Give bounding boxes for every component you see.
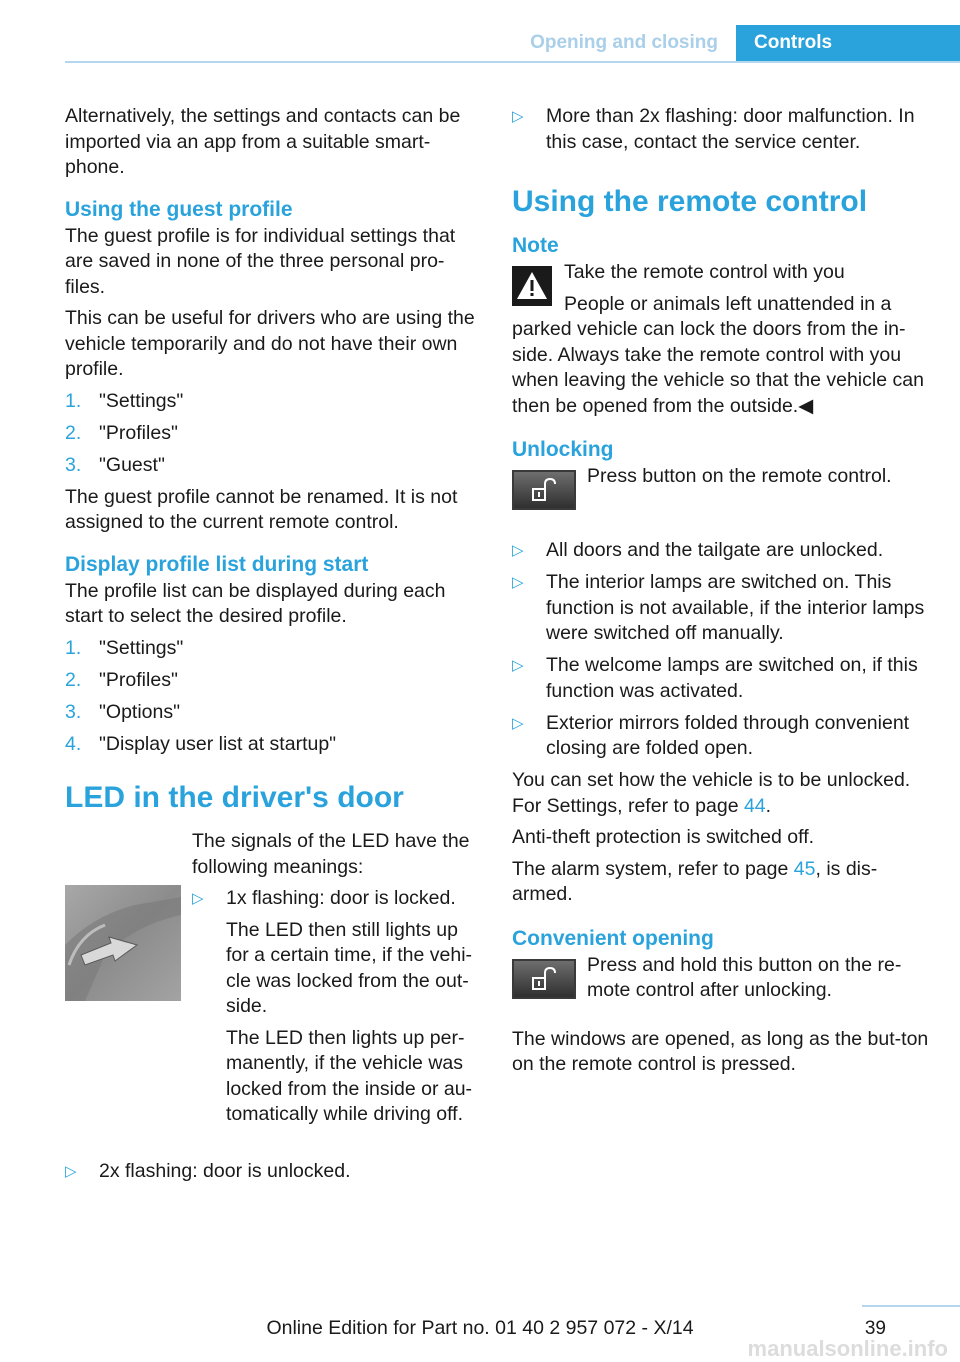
- convenient-paragraph-1: The windows are opened, as long as the but‐ton on the remote control is pressed.: [512, 1027, 929, 1075]
- footer-rule: [862, 1305, 960, 1307]
- intro-paragraph: Alternatively, the settings and contacts can be imported via an app from a suitable smart‐phone.: [65, 105, 461, 178]
- unlock-button-row: [512, 464, 932, 528]
- bullet-subtext: The LED then still lights up for a certain time, if the vehi‐cle was locked from the out‐side.: [226, 918, 473, 1017]
- step-number: 2.: [65, 668, 82, 691]
- unlock-button-text: Press button on the remote control.: [587, 465, 892, 487]
- convenient-button-text: Press and hold this button on the re‐mote control after unlocking.: [587, 953, 902, 1001]
- guest-paragraph-3: The guest profile cannot be renamed. It is not assigned to the current remote control.: [65, 485, 458, 533]
- led-text: [192, 829, 475, 1128]
- guest-paragraph-2: This can be useful for drivers who are using the vehicle temporarily and do not have their own profile.: [65, 307, 475, 380]
- list-item: [65, 636, 475, 662]
- unlocking-heading: Unlocking: [512, 438, 614, 461]
- led-bullets-2: [65, 1159, 475, 1185]
- bullet-text: 2x flashing: door is unlocked.: [99, 1160, 351, 1182]
- led-bullets: [192, 886, 475, 1128]
- triangle-bullet-icon: ▷: [512, 574, 524, 591]
- step-text: "Guest": [99, 453, 165, 476]
- list-item: [65, 389, 475, 415]
- left-column: [65, 104, 475, 1191]
- triangle-bullet-icon: ▷: [512, 542, 524, 559]
- step-number: 3.: [65, 453, 82, 476]
- unlocking-paragraph-2: Anti-theft protection is switched off.: [512, 826, 815, 848]
- list-item: [512, 711, 932, 762]
- list-item: [512, 570, 932, 647]
- unlock-button-icon: [512, 959, 576, 999]
- bullet-text: The interior lamps are switched on. This function is not available, if the interior lamps were switched off manually.: [546, 571, 925, 644]
- list-item: [192, 886, 475, 1128]
- unlocking-paragraph-1: [512, 768, 932, 819]
- list-item: [65, 700, 475, 726]
- step-number: 3.: [65, 700, 82, 723]
- unlock-button-icon: [512, 470, 576, 510]
- led-bullets-3: [512, 104, 932, 155]
- convenient-opening-heading: Convenient opening: [512, 926, 714, 950]
- guest-steps-list: [65, 389, 475, 479]
- list-item: [512, 104, 932, 155]
- bullet-text: All doors and the tailgate are unlocked.: [546, 539, 884, 561]
- unlocking-bullets: [512, 538, 932, 762]
- step-text: "Options": [99, 700, 181, 723]
- note-heading: Note: [512, 234, 559, 257]
- step-text: "Settings": [99, 636, 184, 659]
- page-header: [0, 0, 960, 62]
- footer-edition: Online Edition for Part no. 01 40 2 957 072 - X/14: [266, 1317, 694, 1339]
- warning-title: Take the remote control with you: [564, 261, 845, 283]
- list-item: [512, 538, 932, 564]
- list-item: [65, 421, 475, 447]
- page-number: 39: [864, 1318, 886, 1339]
- triangle-bullet-icon: ▷: [192, 890, 204, 907]
- led-door-photo: [65, 885, 181, 1001]
- triangle-bullet-icon: ▷: [512, 657, 524, 674]
- display-steps-list: [65, 636, 475, 758]
- guest-paragraph-1: The guest profile is for individual settings that are saved in none of the three personal pro‐files.: [65, 224, 456, 298]
- unlocking-paragraph-3-text: The alarm system, refer to page: [512, 857, 794, 880]
- bullet-text: 1x flashing: door is locked.: [226, 887, 456, 909]
- right-column: [512, 104, 932, 1084]
- list-item: [65, 668, 475, 694]
- header-rule: [65, 61, 960, 63]
- led-section: [65, 829, 475, 1159]
- bullet-subtext: The LED then lights up per‐manently, if the vehicle was locked from the inside or au‐tomatically while driving off.: [226, 1026, 473, 1125]
- list-item: [65, 453, 475, 479]
- step-text: "Settings": [99, 389, 184, 412]
- guest-profile-heading: Using the guest profile: [65, 197, 293, 221]
- warning-body: People or animals left unattended in a parked vehicle can lock the doors from the in‐side. Always take the remote control with you when leaving the vehicle so that the vehicle can then be opened from the outside.◀: [512, 292, 924, 417]
- step-text: "Profiles": [99, 421, 178, 444]
- step-number: 2.: [65, 421, 82, 444]
- remote-control-heading: Using the remote control: [512, 185, 868, 218]
- unlocking-paragraph-1-text: You can set how the vehicle is to be unlocked. For Settings, refer to page: [512, 769, 911, 817]
- triangle-bullet-icon: ▷: [512, 108, 524, 125]
- step-number: 1.: [65, 389, 82, 412]
- bullet-text: The welcome lamps are switched on, if this function was activated.: [546, 654, 918, 702]
- bullet-text: More than 2x flashing: door malfunction. In this case, contact the service center.: [546, 105, 915, 153]
- bullet-text: Exterior mirrors folded through convenient closing are folded open.: [546, 711, 910, 759]
- unlocking-paragraph-1-end: .: [765, 794, 772, 817]
- watermark: manualsonline.info: [747, 1336, 948, 1361]
- warning-note: [512, 260, 932, 419]
- unlocking-paragraph-3: [512, 857, 932, 908]
- convenient-button-row: [512, 953, 932, 1017]
- step-text: "Display user list at startup": [99, 732, 337, 755]
- list-item: [65, 732, 475, 758]
- warning-triangle-icon: [512, 266, 552, 306]
- list-item: [65, 1159, 475, 1185]
- step-number: 1.: [65, 636, 82, 659]
- triangle-bullet-icon: ▷: [65, 1163, 77, 1180]
- step-number: 4.: [65, 732, 82, 755]
- unlocking-paragraph-3-end: , is dis‐armed.: [512, 857, 878, 905]
- led-intro: The signals of the LED have the following meanings:: [192, 830, 470, 878]
- display-profile-heading: Display profile list during start: [65, 552, 369, 576]
- display-paragraph-1: The profile list can be displayed during each start to select the desired profile.: [65, 579, 446, 627]
- page-link-44[interactable]: 44: [743, 794, 766, 817]
- step-text: "Profiles": [99, 668, 178, 691]
- header-section-title: Opening and closing: [530, 32, 718, 53]
- header-chapter-tab: Controls: [736, 25, 960, 62]
- page-link-45[interactable]: 45: [793, 857, 816, 880]
- list-item: [512, 653, 932, 704]
- led-heading: LED in the driver's door: [65, 781, 404, 814]
- triangle-bullet-icon: ▷: [512, 714, 524, 732]
